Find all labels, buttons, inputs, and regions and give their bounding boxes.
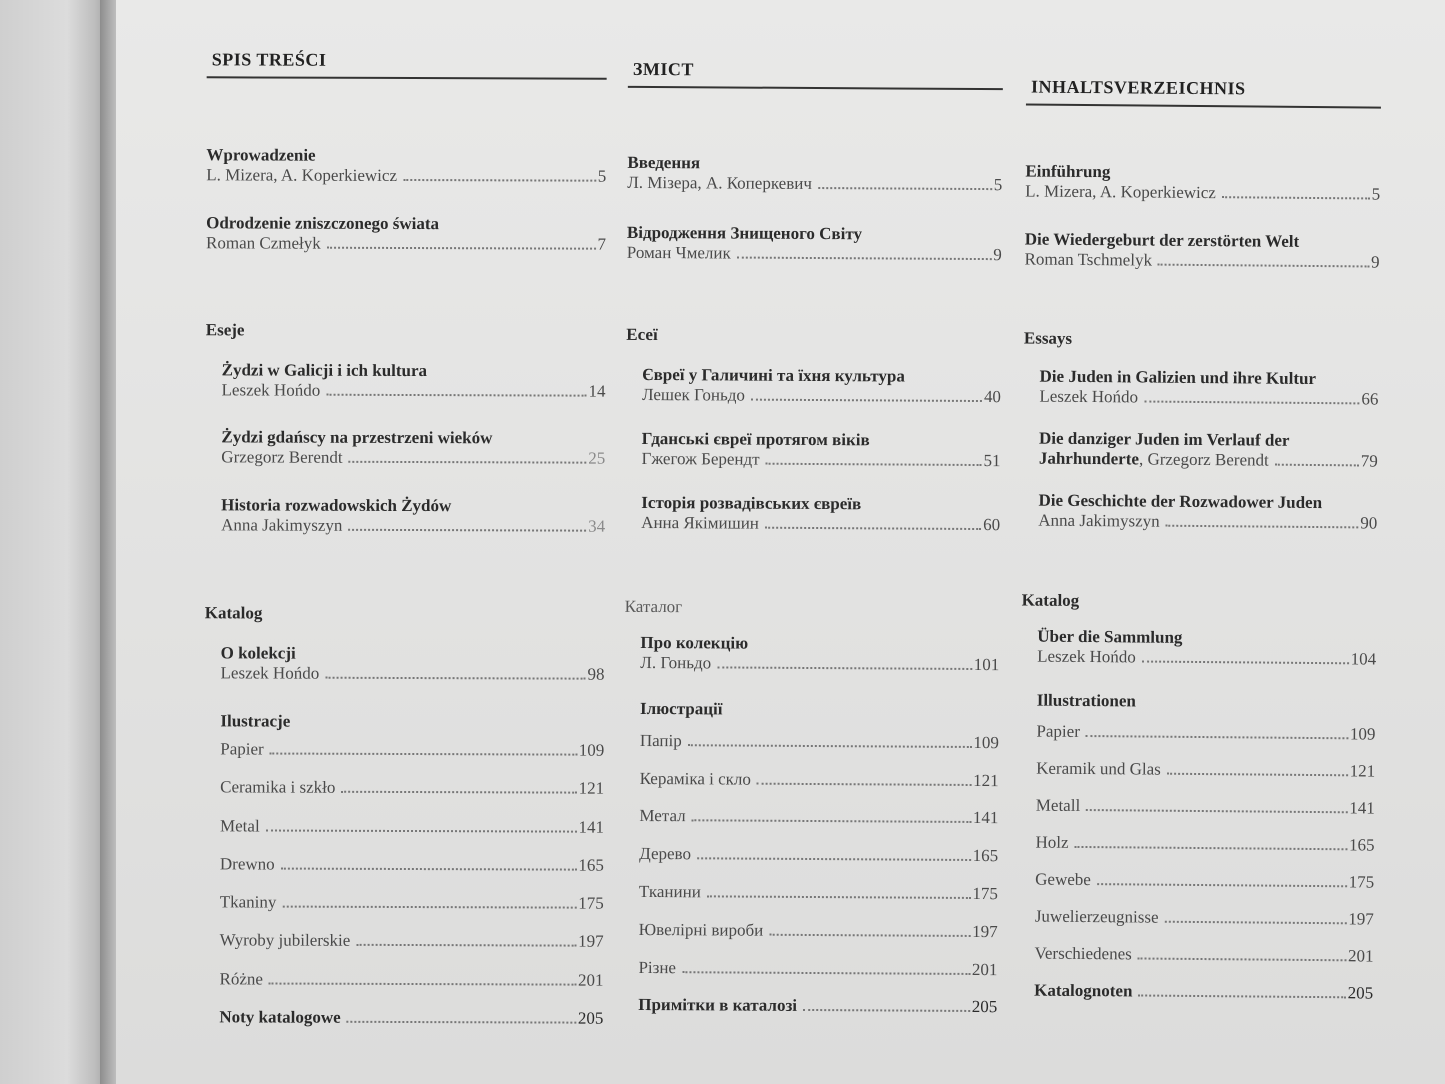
item-page: 165 <box>578 855 604 875</box>
leader-dots <box>347 1021 576 1024</box>
leader-dots <box>327 247 596 250</box>
leader-dots <box>1138 994 1345 998</box>
section-heading-essays: Есеї <box>626 324 658 345</box>
leader-dots <box>341 791 576 794</box>
entry-page: 5 <box>993 175 1003 195</box>
list-item <box>624 769 999 791</box>
item-page: 121 <box>1349 761 1376 781</box>
item-label: Różne <box>219 969 263 989</box>
leader-dots <box>717 666 972 670</box>
entry-author: Anna Jakimyszyn <box>1038 510 1160 531</box>
leader-dots <box>688 744 972 748</box>
entry-author: L. Mizera, A. Koperkiewicz <box>1025 181 1216 203</box>
item-label: Тканини <box>638 881 701 902</box>
entry-page: 104 <box>1350 649 1377 669</box>
item-page: 109 <box>578 740 605 760</box>
leader-dots <box>682 971 970 975</box>
leader-dots <box>1165 921 1347 925</box>
column-heading: INHALTSVERZEICHNIS <box>1026 76 1381 108</box>
entry-page: 14 <box>588 381 606 401</box>
leader-dots <box>1167 773 1348 777</box>
toc-entry <box>206 213 606 254</box>
toc-column-polish <box>203 49 606 1050</box>
list-item <box>1019 869 1374 892</box>
column-heading: ЗМІСТ <box>628 59 1003 90</box>
toc-entry <box>206 145 606 186</box>
list-item <box>204 777 604 798</box>
leader-dots <box>1158 264 1369 268</box>
entry-page: 79 <box>1360 451 1378 471</box>
item-page: 121 <box>578 778 605 798</box>
list-item <box>204 930 604 951</box>
entry-page: 34 <box>588 516 606 536</box>
list-item-notes <box>622 995 997 1017</box>
item-label: Кераміка і скло <box>639 768 752 789</box>
leader-dots <box>1142 661 1349 665</box>
item-page: 201 <box>1347 946 1374 966</box>
leader-dots <box>1222 196 1370 199</box>
item-label: Katalognoten <box>1034 980 1133 1001</box>
entry-page: 7 <box>597 234 607 254</box>
leader-dots <box>270 753 577 756</box>
toc-column-german <box>1018 76 1381 1039</box>
entry-page: 90 <box>1360 513 1378 533</box>
entry-title: Odrodzenie zniszczonego świata <box>206 213 440 234</box>
item-page: 165 <box>972 845 999 866</box>
entry-author: Grzegorz Berendt <box>221 447 343 467</box>
entry-page: 9 <box>1371 252 1380 272</box>
toc-entry <box>624 633 999 675</box>
leader-dots <box>1086 735 1348 739</box>
toc-entry <box>206 360 606 401</box>
item-page: 175 <box>578 893 604 913</box>
list-item <box>204 854 604 875</box>
entry-page: 60 <box>983 515 1001 535</box>
item-label: Papier <box>220 739 264 759</box>
entry-page: 98 <box>587 664 605 684</box>
leader-dots <box>1144 401 1359 405</box>
leader-dots <box>1097 883 1347 887</box>
leader-dots <box>803 1009 970 1012</box>
entry-page: 51 <box>983 451 1001 471</box>
entry-title: Żydzi gdańscy na przestrzeni wieków <box>221 427 493 448</box>
entry-title: Відродження Знищеного Світу <box>626 222 863 244</box>
entry-page: 40 <box>983 387 1002 407</box>
toc-entry <box>625 493 1000 535</box>
leader-dots <box>765 527 981 530</box>
subsection-illustrations: Illustrationen <box>1036 690 1137 711</box>
toc-entry <box>1023 366 1378 409</box>
entry-title-continued: Jahrhunderte <box>1038 448 1140 469</box>
entry-title: Einführung <box>1025 161 1111 182</box>
leader-dots <box>692 819 971 823</box>
leader-dots <box>1086 809 1347 813</box>
entry-title: Die Wiedergeburt der zerstörten Welt <box>1024 229 1300 251</box>
item-label: Papier <box>1036 721 1081 741</box>
toc-entry <box>627 223 1002 265</box>
item-label: Verschiedenes <box>1034 943 1132 964</box>
list-item <box>623 806 998 828</box>
entry-title: O kolekcji <box>220 643 296 663</box>
leader-dots <box>266 830 577 833</box>
leader-dots <box>697 857 971 861</box>
entry-author: Leszek Hońdo <box>221 380 321 400</box>
leader-dots <box>818 187 992 190</box>
item-label: Папір <box>639 730 682 751</box>
list-item <box>1019 906 1374 929</box>
item-label: Примітки в каталозі <box>638 994 798 1015</box>
leader-dots <box>737 257 992 261</box>
toc-entry <box>1022 490 1377 533</box>
item-label: Keramik und Glas <box>1036 758 1161 779</box>
entry-page: 5 <box>1371 184 1381 204</box>
entry-separator: , <box>1138 449 1148 469</box>
item-label: Різне <box>638 957 677 978</box>
item-page: 109 <box>1349 724 1376 744</box>
item-page: 205 <box>971 996 998 1017</box>
toc-column-ukrainian <box>622 59 1003 1051</box>
leader-dots <box>281 868 577 871</box>
list-item <box>624 731 999 753</box>
list-item <box>204 739 604 760</box>
item-label: Metal <box>220 816 260 836</box>
entry-author: Leszek Hońdo <box>1039 386 1139 407</box>
entry-author: Л. Мізера, А. Коперкевич <box>627 172 812 193</box>
item-page: 165 <box>1348 835 1375 855</box>
leader-dots <box>1166 525 1359 529</box>
list-item-notes <box>1018 980 1373 1003</box>
entry-page: 25 <box>588 448 606 468</box>
leader-dots <box>348 529 586 532</box>
book-spine <box>0 0 112 1084</box>
entry-author: L. Mizera, A. Koperkiewicz <box>206 165 398 185</box>
leader-dots <box>757 783 971 786</box>
list-item <box>1020 721 1375 744</box>
leader-dots <box>1075 846 1347 850</box>
item-page: 197 <box>578 931 604 951</box>
entry-author: Grzegorz Berendt <box>1147 449 1269 470</box>
item-label: Juwelierzeugnisse <box>1034 906 1159 927</box>
entry-page: 5 <box>597 166 607 186</box>
list-item <box>1019 832 1374 855</box>
list-item <box>203 969 603 990</box>
list-item <box>623 920 998 942</box>
toc-entry <box>205 643 605 684</box>
toc-entry <box>205 427 605 468</box>
item-label: Gewebe <box>1035 869 1091 890</box>
item-page: 205 <box>577 1008 604 1028</box>
entry-author: Anna Jakimyszyn <box>221 515 343 535</box>
item-page: 121 <box>973 770 999 791</box>
entry-author: Л. Гоньдо <box>640 652 712 673</box>
leader-dots <box>766 463 982 466</box>
leader-dots <box>1138 957 1346 961</box>
column-heading: SPIS TREŚCI <box>207 49 607 79</box>
entry-page: 9 <box>993 245 1002 265</box>
entry-author: Leszek Hońdo <box>220 663 320 683</box>
item-label: Дерево <box>639 843 692 864</box>
entry-author: Анна Якімишин <box>641 512 759 533</box>
entry-page: 101 <box>973 654 1000 675</box>
item-label: Metall <box>1035 795 1081 815</box>
item-page: 141 <box>972 807 999 828</box>
leader-dots <box>1275 464 1359 467</box>
item-label: Метал <box>639 805 686 826</box>
leader-dots <box>707 895 971 899</box>
entry-author: Roman Tschmelyk <box>1024 249 1153 270</box>
list-item-notes <box>203 1007 603 1028</box>
list-item <box>623 882 998 904</box>
section-heading-catalog: Katalog <box>204 603 263 623</box>
toc-entry <box>1025 229 1380 272</box>
entry-title: Die Juden in Galizien und ihre Kultur <box>1039 366 1317 389</box>
entry-title: Гданські євреї протягом віків <box>641 428 870 450</box>
section-heading-catalog: Katalog <box>1021 590 1080 610</box>
entry-title: Über die Sammlung <box>1037 626 1183 647</box>
list-item <box>1020 758 1375 781</box>
item-page: 201 <box>971 959 998 980</box>
toc-entry <box>205 495 605 536</box>
leader-dots <box>356 944 576 947</box>
item-label: Drewno <box>219 854 275 874</box>
leader-dots <box>349 461 587 464</box>
item-page: 175 <box>972 883 998 904</box>
entry-page: 66 <box>1361 389 1379 409</box>
item-page: 109 <box>973 732 999 753</box>
entry-author: Гжегож Берендт <box>641 448 760 469</box>
item-label: Tkaniny <box>219 892 277 912</box>
section-heading-catalog: Каталог <box>624 596 683 617</box>
entry-title: Żydzi w Galicji i ich kultura <box>221 360 428 381</box>
toc-entry <box>1023 428 1378 471</box>
entry-title: Historia rozwadowskich Żydów <box>221 495 452 516</box>
item-label: Wyroby jubilerskie <box>219 930 351 950</box>
toc-entry <box>1021 626 1376 669</box>
section-heading-essays: Essays <box>1023 328 1073 348</box>
entry-title: Євреї у Галичині та їхня культура <box>642 364 905 386</box>
item-page: 197 <box>972 921 998 942</box>
item-label: Ювелірні вироби <box>638 919 764 940</box>
entry-title: Історія розвадівських євреїв <box>641 492 862 514</box>
entry-author: Роман Чмелик <box>626 242 731 263</box>
item-label: Ceramika i szkło <box>220 777 336 797</box>
item-page: 205 <box>1347 983 1374 1003</box>
entry-title: Про колекцію <box>640 632 749 653</box>
leader-dots <box>282 906 576 909</box>
item-page: 175 <box>1348 872 1375 892</box>
leader-dots <box>403 179 596 182</box>
leader-dots <box>325 677 585 680</box>
leader-dots <box>326 394 586 397</box>
item-page: 201 <box>577 970 604 990</box>
list-item <box>1018 943 1373 966</box>
toc-entry <box>626 365 1001 407</box>
list-item <box>1020 795 1375 818</box>
toc-entry <box>626 429 1001 471</box>
entry-author: Roman Czmełyk <box>206 233 321 253</box>
item-page: 141 <box>578 817 605 837</box>
leader-dots <box>769 934 970 937</box>
subsection-illustrations: Ілюстрації <box>640 698 723 719</box>
entry-title: Die danziger Juden im Verlauf der <box>1038 428 1290 450</box>
list-item <box>623 844 998 866</box>
leader-dots <box>269 983 576 986</box>
list-item <box>204 892 604 913</box>
list-item <box>622 958 997 980</box>
item-page: 197 <box>1348 909 1374 929</box>
entry-title: Wprowadzenie <box>206 145 316 165</box>
entry-author: Лешек Гоньдо <box>641 384 745 405</box>
entry-title: Die Geschichte der Rozwadower Juden <box>1038 490 1323 513</box>
section-heading-essays: Eseje <box>205 320 245 340</box>
entry-author: Leszek Hońdo <box>1037 646 1136 667</box>
toc-entry <box>627 153 1002 195</box>
leader-dots <box>751 399 982 402</box>
entry-title: Введення <box>627 152 701 173</box>
toc-entry <box>1025 161 1380 204</box>
list-item <box>204 816 604 837</box>
subsection-illustrations: Ilustracje <box>220 711 291 731</box>
item-page: 141 <box>1349 798 1375 818</box>
item-label: Holz <box>1035 832 1069 852</box>
item-label: Noty katalogowe <box>219 1007 341 1027</box>
